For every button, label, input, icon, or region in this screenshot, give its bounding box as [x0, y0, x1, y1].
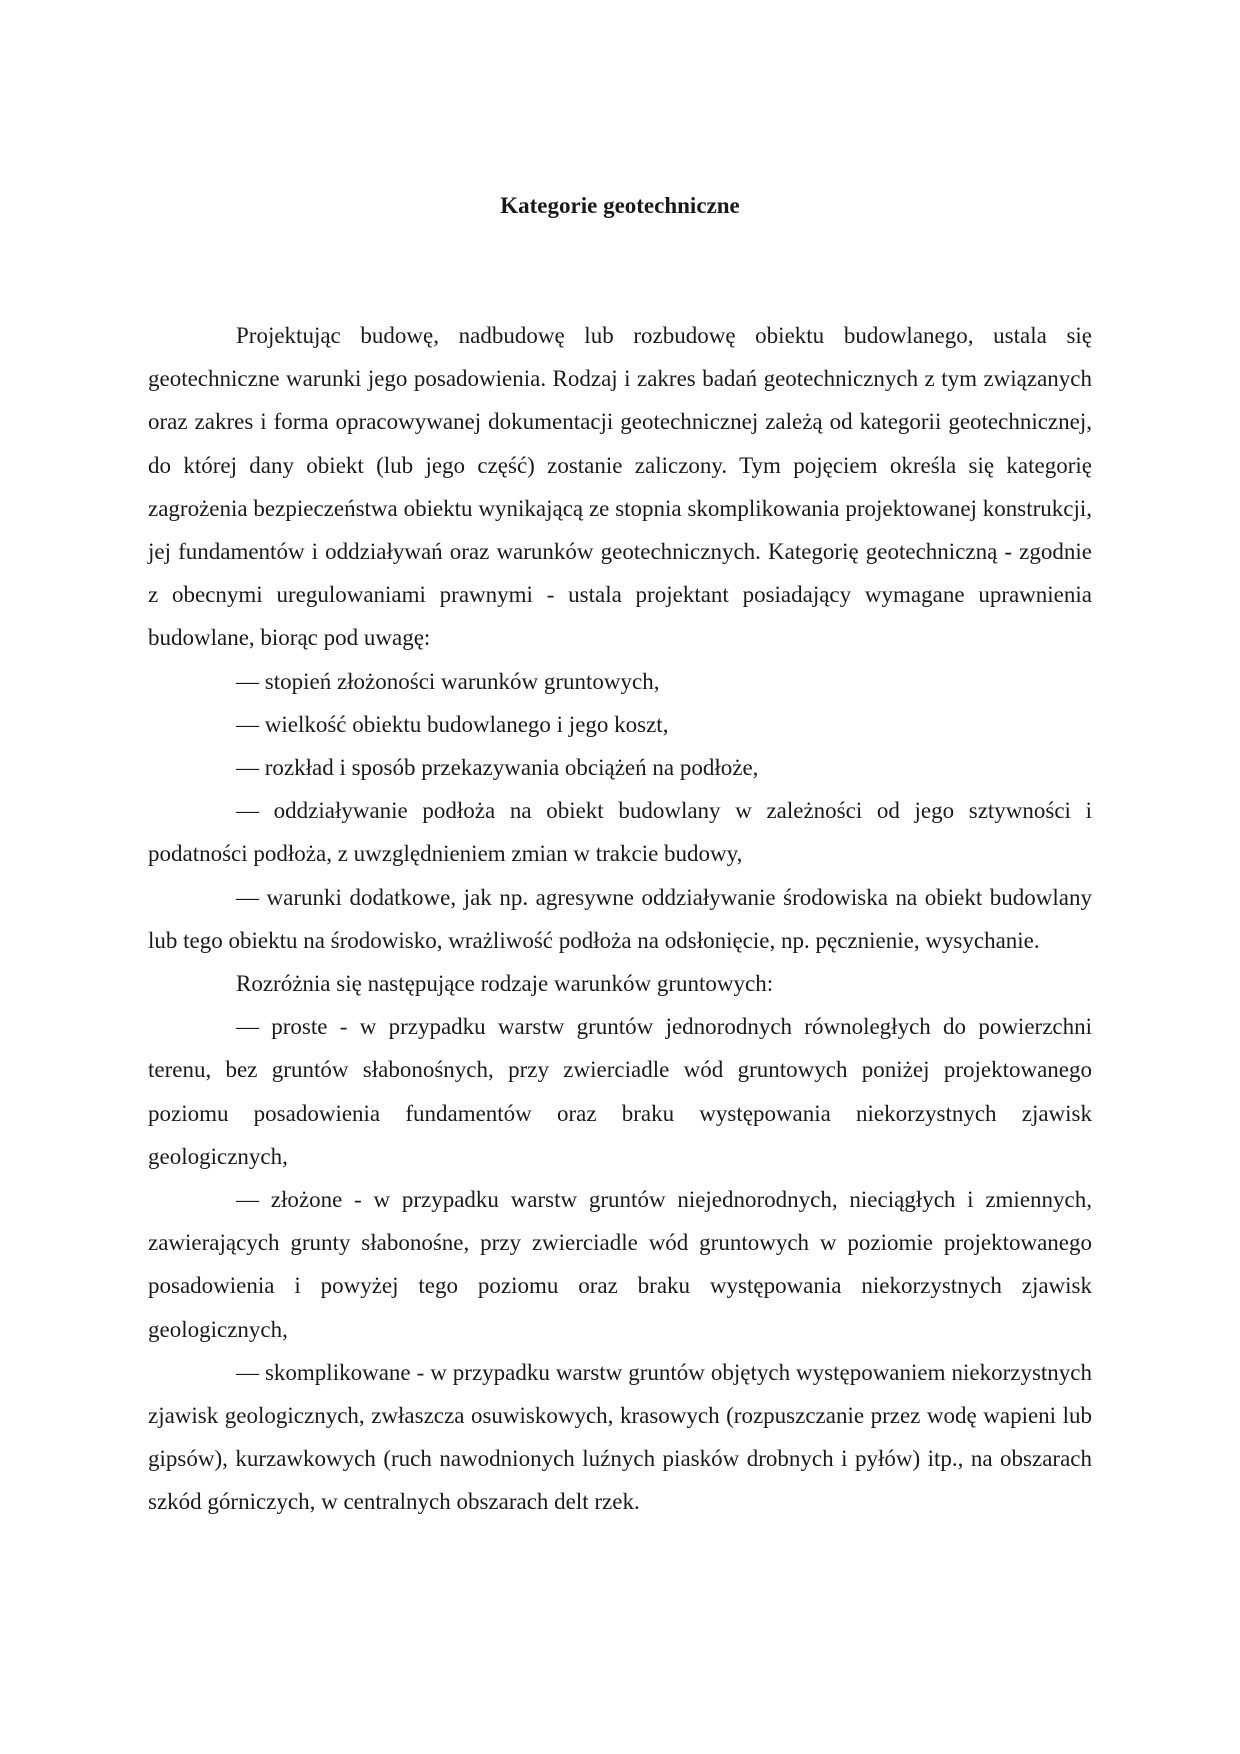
- list-item: — wielkość obiektu budowlanego i jego koszt,: [236, 711, 669, 737]
- list-item: — oddziaływanie podłoża na obiekt budowlany w zależności od jego sztywności i podatności podłoża, z uwzględnieniem zmian w trakcie budowy,: [148, 798, 1092, 867]
- paragraph-intro: Projektując budowę, nadbudowę lub rozbudowę obiektu budowlanego, ustala się geotechniczne warunki jego posadowienia. Rodzaj i zakres badań geotechnicznych z tym związanych oraz zakres i forma opracowywanej dokumentacji geotechnicznej zależą od kategorii geotechnicznej, do której dany obiekt (lub jego część) zostanie zaliczony. Tym pojęciem określa się kategorię zagrożenia bezpieczeństwa obiektu wynikającą ze stopnia skomplikowania projektowanej konstrukcji, jej fundamentów i oddziaływań oraz warunków geotechnicznych. Kategorię geotechniczną - zgodnie z obecnymi uregulowaniami prawnymi - ustala projektant posiadający wymagane uprawnienia budowlane, biorąc pod uwagę:: [148, 323, 1092, 651]
- list-item: — warunki dodatkowe, jak np. agresywne oddziaływanie środowiska na obiekt budowlany lub tego obiektu na środowisko, wrażliwość podłoża na odsłonięcie, np. pęcznienie, wysychanie.: [148, 884, 1092, 953]
- document-title: Kategorie geotechniczne: [500, 193, 740, 218]
- list-item: — złożone - w przypadku warstw gruntów niejednorodnych, nieciągłych i zmiennych, zawierających grunty słabonośne, przy zwierciadle wód gruntowych w poziomie projektowanego posadowienia i powyżej tego poziomu oraz braku występowania niekorzystnych zjawisk geologicznych,: [148, 1187, 1092, 1342]
- list-item: — rozkład i sposób przekazywania obciążeń na podłoże,: [236, 755, 759, 781]
- list-item: — stopień złożoności warunków gruntowych,: [236, 668, 660, 694]
- document-page: [148, 0, 1092, 1754]
- document-body: [148, 314, 1092, 1524]
- paragraph-soil-types: Rozróżnia się następujące rodzaje warunków gruntowych:: [236, 971, 774, 997]
- list-item: — proste - w przypadku warstw gruntów jednorodnych równoległych do powierzchni terenu, bez gruntów słabonośnych, przy zwierciadle wód gruntowych poniżej projektowanego poziomu posadowienia fundamentów oraz braku występowania niekorzystnych zjawisk geologicznych,: [148, 1014, 1092, 1169]
- list-item: — skomplikowane - w przypadku warstw gruntów objętych występowaniem niekorzystnych zjawisk geologicznych, zwłaszcza osuwiskowych, krasowych (rozpuszczanie przez wodę wapieni lub gipsów), kurzawkowych (ruch nawodnionych luźnych piasków drobnych i pyłów) itp., na obszarach szkód górniczych, w centralnych obszarach delt rzek.: [148, 1359, 1092, 1515]
